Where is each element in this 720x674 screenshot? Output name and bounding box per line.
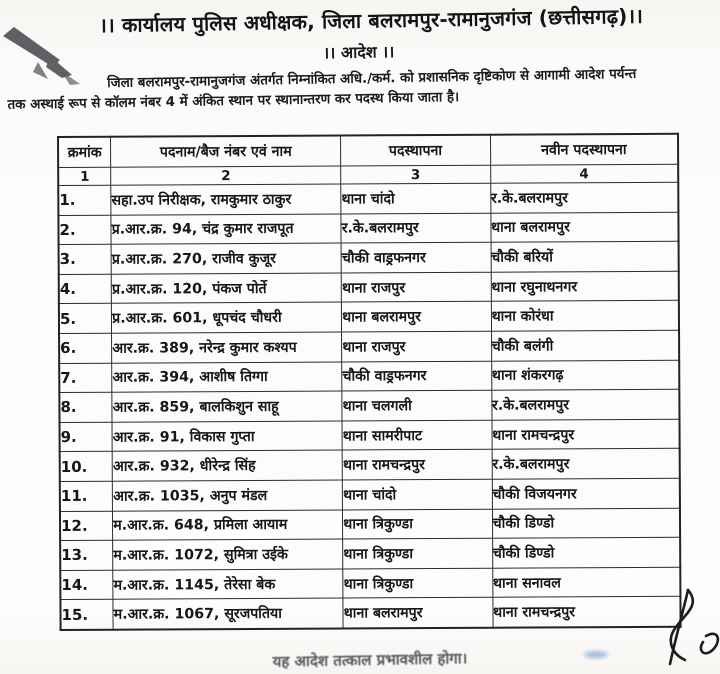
order-heading: ।। आदेश ।। (323, 42, 395, 63)
cell-posting: थाना चांदो (343, 479, 493, 509)
table-row (60, 478, 680, 511)
col-header-new-posting: नवीन पदस्थापना (490, 134, 678, 165)
table-row (60, 508, 680, 541)
table-row (59, 241, 679, 274)
table-row (59, 360, 679, 393)
cell-name: म.आर.क्र. 1145, तेरेसा बेक (113, 569, 343, 600)
table-body (58, 182, 680, 630)
cell-new-posting: थाना कोरंधा (491, 301, 679, 332)
document-header (0, 1, 718, 116)
cell-posting: थाना चांदो (341, 183, 491, 213)
cell-serial: 2. (58, 215, 111, 245)
cell-name: आर.क्र. 389, नरेन्द्र कुमार कश्यप (112, 332, 342, 363)
column-number-4: 4 (490, 164, 678, 183)
cell-new-posting: थाना रामचन्द्रपुर (492, 419, 680, 450)
cell-posting: थाना रामचन्द्रपुर (342, 450, 492, 480)
cell-serial: 7. (59, 363, 112, 393)
cell-new-posting: चौकी डिण्डो (492, 508, 680, 539)
cell-serial: 13. (60, 540, 113, 570)
cell-name: आर.क्र. 1035, अनुप मंडल (112, 480, 342, 511)
cell-name: आर.क्र. 394, आशीष तिग्गा (112, 362, 342, 393)
cell-serial: 6. (59, 333, 112, 363)
table-row (59, 271, 679, 304)
table-row (59, 419, 679, 452)
cell-posting: थाना त्रिकुण्डा (343, 538, 493, 568)
cell-name: प्र.आर.क्र. 270, राजीव कुजूर (111, 243, 341, 274)
cell-serial: 10. (60, 452, 113, 482)
footer-note: यह आदेश तत्काल प्रभावशील होगा। (272, 649, 468, 671)
intro-line-2: तक अस्थाई रूप से कॉलम नंबर 4 में अंकित स्थान पर स्थानान्तरण कर पदस्थ किया जाता है। (7, 90, 460, 113)
cell-new-posting: चौकी डिण्डो (492, 537, 680, 568)
table-row (60, 537, 680, 570)
cell-new-posting: चौकी बलंगी (491, 330, 679, 361)
cell-name: प्र.आर.क्र. 120, पंकज पोर्ते (111, 273, 341, 304)
cell-new-posting: थाना शंकरगढ़ (491, 360, 679, 391)
cell-new-posting: थाना बलरामपुर (491, 212, 679, 243)
cell-new-posting: र.के.बलरामपुर (490, 182, 678, 213)
col-header-posting: पदस्थापना (341, 135, 491, 166)
cell-posting: थाना त्रिकुण्डा (343, 568, 493, 598)
cell-posting: थाना बलरामपुर (343, 598, 493, 629)
cell-name: म.आर.क्र. 648, प्रमिला आयाम (113, 510, 343, 541)
cell-new-posting: थाना रघुनाथनगर (491, 271, 679, 302)
cell-name: म.आर.क्र. 1067, सूरजपतिया (113, 598, 343, 629)
cell-new-posting: थाना रामचन्द्रपुर (493, 597, 681, 628)
ink-smudge (584, 651, 608, 658)
cell-posting: थाना बलरामपुर (342, 302, 492, 332)
table-row (60, 567, 680, 600)
cell-name: आर.क्र. 932, धीरेन्द्र सिंह (112, 450, 342, 481)
cell-name: आर.क्र. 91, विकास गुप्ता (112, 421, 342, 452)
cell-new-posting: थाना सनावल (492, 567, 680, 598)
col-header-serial: क्रमांक (58, 137, 111, 168)
table-row (59, 301, 679, 334)
cell-serial: 5. (59, 304, 112, 334)
cell-posting: थाना सामरीपाट (342, 420, 492, 450)
cell-serial: 15. (60, 600, 113, 630)
cell-serial: 14. (60, 570, 113, 600)
cell-name: प्र.आर.क्र. 601, धूपचंद चौधरी (112, 302, 342, 333)
table-row (58, 182, 678, 215)
cell-serial: 3. (59, 244, 112, 274)
cell-serial: 1. (58, 185, 111, 215)
cell-serial: 12. (60, 511, 113, 541)
cell-new-posting: चौकी बरियों (491, 241, 679, 272)
table-row (59, 330, 679, 363)
cell-name: प्र.आर.क्र. 94, चंद्र कुमार राजपूत (111, 214, 341, 245)
table-row (58, 212, 678, 245)
cell-posting: थाना राजपुर (341, 272, 491, 302)
cell-name: सहा.उप निरीक्षक, रामकुमार ठाकुर (111, 184, 341, 215)
table-row (59, 389, 679, 422)
cell-posting: र.के.बलरामपुर (341, 213, 491, 243)
intro-paragraph (1, 63, 718, 115)
cell-new-posting: र.के.बलरामपुर (492, 449, 680, 480)
cell-posting: चौकी वाड्रफनगर (342, 361, 492, 391)
table-row (60, 597, 680, 630)
cell-new-posting: र.के.बलरामपुर (491, 389, 679, 420)
table-row (60, 449, 680, 482)
cell-posting: चौकी वाड्रफनगर (341, 242, 491, 272)
cell-serial: 8. (59, 392, 112, 422)
cell-serial: 4. (59, 274, 112, 304)
cell-posting: थाना राजपुर (342, 331, 492, 361)
column-number-3: 3 (341, 165, 490, 184)
cell-serial: 11. (60, 481, 113, 511)
page-title: ।। कार्यालय पुलिस अधीक्षक, जिला बलरामपुर-रामानुजगंज (छत्तीसगढ़)।। (99, 3, 644, 38)
column-number-1: 1 (58, 167, 111, 185)
cell-name: आर.क्र. 859, बालकिशुन साहू (112, 391, 342, 422)
signature-mark (630, 578, 720, 667)
cell-posting: थाना चलगली (342, 390, 492, 420)
table-header-row (58, 134, 678, 168)
intro-line-1: जिला बलरामपुर-रामानुजगंज अंतर्गत निम्नांकित अधि./कर्म. को प्रशासनिक दृष्टिकोण से आगामी आदेश पर्यन्त (107, 66, 637, 92)
column-number-2: 2 (111, 166, 341, 185)
col-header-name: पदनाम/बैज नंबर एवं नाम (111, 136, 341, 168)
cell-new-posting: चौकी विजयनगर (492, 478, 680, 509)
cell-serial: 9. (59, 422, 112, 452)
transfer-order-table (57, 133, 682, 631)
cell-posting: थाना त्रिकुण्डा (343, 509, 493, 539)
cell-name: म.आर.क्र. 1072, सुमित्रा उईके (113, 539, 343, 570)
